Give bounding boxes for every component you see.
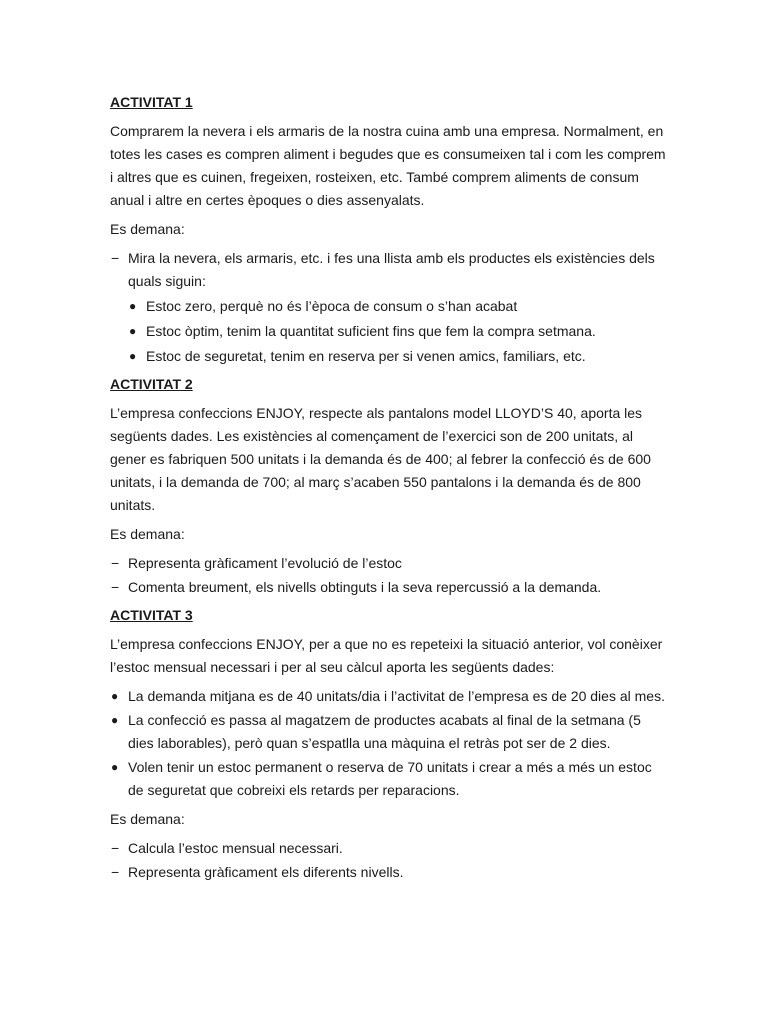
list-item — [128, 320, 670, 343]
sub-item-text: Estoc de seguretat, tenim en reserva per si venen amics, familiars, etc. — [146, 348, 586, 364]
activity-3-intro: L’empresa confeccions ENJOY, per a que no es repeteixi la situació anterior, vol conèixer l’estoc mensual necessari i per al seu càlcul aporta les següents dades: — [110, 636, 663, 675]
sub-item-text: Estoc zero, perquè no és l’època de consum o s’han acabat — [146, 298, 518, 314]
data-item-text: Volen tenir un estoc permanent o reserva de 70 unitats i crear a més a més un estoc de seguretat que cobreixi els retards per reparacions. — [128, 759, 652, 798]
task-text: Calcula l’estoc mensual necessari. — [128, 840, 343, 856]
document-content — [110, 92, 670, 890]
bullet-marker: ● — [111, 713, 119, 727]
activity-3-data-list — [110, 685, 670, 802]
data-item-text: La confecció es passa al magatzem de productes acabats al final de la setmana (5 dies laborables), però quan s’espatlla una màquina el retràs pot ser de 2 dies. — [128, 712, 641, 751]
dash-marker: − — [111, 840, 120, 856]
activity-2-intro: L’empresa confeccions ENJOY, respecte als pantalons model LLOYD’S 40, aporta les següents dades. Les existències al començament de l’exercici son de 200 unitats, al gener es fabriquen 500 unitats i la demanda és de 400; al febrer la confecció és de 600 unitats, i la demanda de 700; al març s’acaben 550 pantalons i la demanda és de 800 unitats. — [110, 405, 651, 513]
bullet-marker: ● — [129, 299, 137, 313]
list-item — [128, 345, 670, 368]
activity-1-task-list — [110, 247, 670, 368]
dash-marker: − — [111, 250, 120, 266]
bullet-marker: ● — [111, 689, 119, 703]
list-item — [110, 756, 670, 802]
activity-1-sub-list — [128, 295, 670, 368]
activity-1-ask: Es demana: — [110, 221, 185, 237]
list-item — [110, 709, 670, 755]
activity-3-title: ACTIVITAT 3 — [110, 607, 193, 623]
bullet-marker: ● — [129, 324, 137, 338]
activity-3-ask: Es demana: — [110, 811, 185, 827]
list-item — [110, 861, 670, 884]
activity-2-title: ACTIVITAT 2 — [110, 376, 193, 392]
list-item — [110, 247, 670, 368]
sub-item-text: Estoc òptim, tenim la quantitat suficient fins que fem la compra setmana. — [146, 323, 596, 339]
data-item-text: La demanda mitjana es de 40 unitats/dia i l’activitat de l’empresa es de 20 dies al mes. — [128, 688, 665, 704]
list-item — [128, 295, 670, 318]
bullet-marker: ● — [129, 349, 137, 363]
dash-marker: − — [111, 864, 120, 880]
list-item — [110, 552, 670, 575]
activity-1-intro: Comprarem la nevera i els armaris de la nostra cuina amb una empresa. Normalment, en totes les cases es compren aliment i begudes que es consumeixen tal i com les comprem i altres que es cuinen, fregeixen, rosteixen, etc. També comprem aliments de consum anual i altre en certes èpoques o dies assenyalats. — [110, 123, 666, 208]
dash-marker: − — [111, 579, 120, 595]
task-text: Comenta breument, els nivells obtinguts i la seva repercussió a la demanda. — [128, 579, 602, 595]
activity-3-task-list — [110, 837, 670, 884]
task-text: Representa gràficament l’evolució de l’estoc — [128, 555, 402, 571]
dash-marker: − — [111, 555, 120, 571]
list-item — [110, 685, 670, 708]
bullet-marker: ● — [111, 760, 119, 774]
activity-1-task-text: Mira la nevera, els armaris, etc. i fes una llista amb els productes els existències dels quals siguin: — [128, 250, 655, 289]
activity-1-title: ACTIVITAT 1 — [110, 94, 193, 110]
activity-2-task-list — [110, 552, 670, 599]
activity-2-ask: Es demana: — [110, 526, 185, 542]
list-item — [110, 837, 670, 860]
task-text: Representa gràficament els diferents nivells. — [128, 864, 404, 880]
list-item — [110, 576, 670, 599]
